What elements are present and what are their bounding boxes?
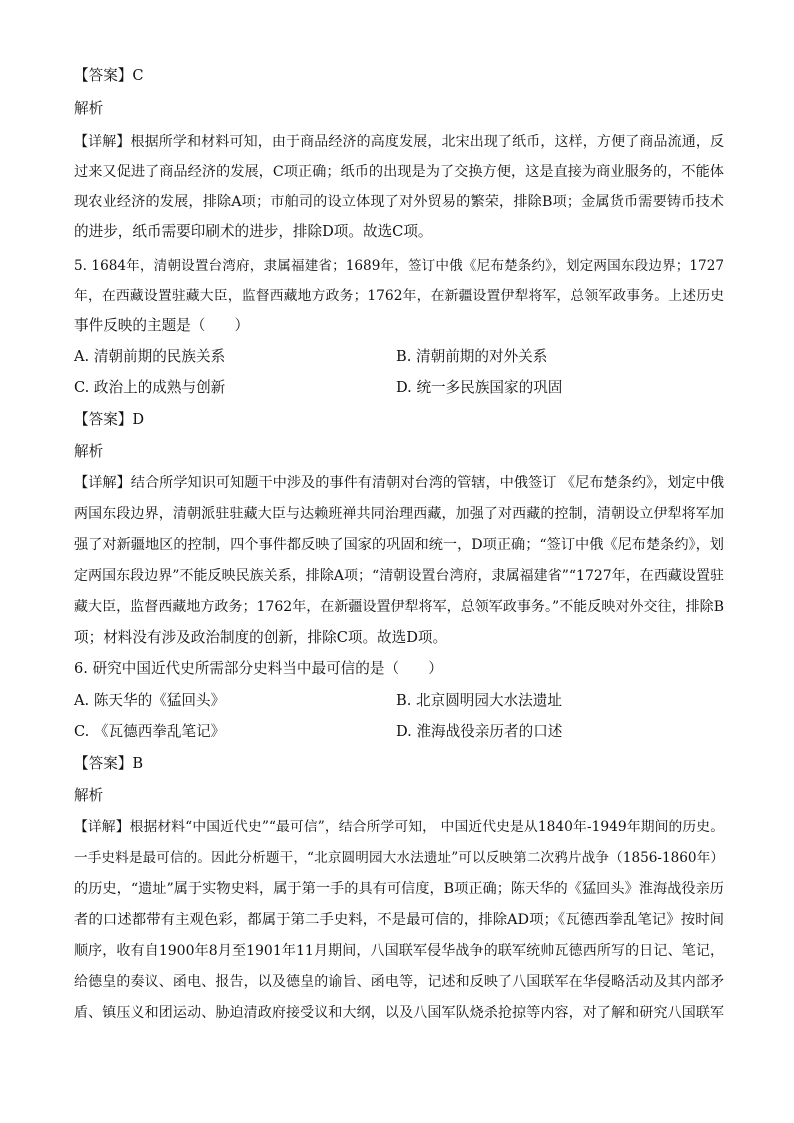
q6-detail-line: 顺序，收有自1900年8月至1901年11月期间，八国联军侵华战争的联军统帅瓦德西所写的日记、笔记，	[74, 943, 724, 959]
q4-analysis-label: 解析	[74, 100, 104, 117]
q5-detail-line: 【详解】结合所学知识可知题干中涉及的事件有清朝对台湾的管辖，中俄签订 《尼布楚条约》，划定中俄	[74, 475, 725, 491]
q6-option-a: A. 陈天华的《猛回头》	[74, 692, 226, 709]
q5-option-a: A. 清朝前期的民族关系	[74, 348, 226, 365]
q6-analysis-label: 解析	[74, 787, 104, 804]
q5-stem-line: 年，在西藏设置驻藏大臣，监督西藏地方政务；1762年，在新疆设置伊犁将军，总领军政事务。上述历史	[74, 288, 724, 304]
q6-answer: 【答案】B	[74, 755, 144, 772]
q5-option-c: C. 政治上的成熟与创新	[74, 379, 226, 396]
q5-option-b: B. 清朝前期的对外关系	[396, 348, 548, 365]
q5-detail-line: 定两国东段边界”不能反映民族关系，排除A项；“清朝设置台湾府，隶属福建省”“1727年，在西藏设置驻	[74, 568, 724, 584]
q5-answer: 【答案】D	[74, 411, 145, 428]
q4-detail-line: 【详解】根据所学和材料可知，由于商品经济的高度发展，北宋出现了纸币，这样，方便了商品流通，反	[74, 134, 724, 150]
q4-detail-line: 现农业经济的发展，排除A项；市舶司的设立体现了对外贸易的繁荣，排除B项；金属货币需要铸币技术	[74, 194, 724, 210]
q6-detail-line: 【详解】根据材料“中国近代史”“最可信”，结合所学可知， 中国近代史是从1840年-1949年期间的历史。	[74, 819, 724, 835]
q4-detail-line: 过来又促进了商品经济的发展，C项正确；纸币的出现是为了交换方便，这是直接为商业服务的，不能体	[74, 164, 724, 180]
q4-detail-line: 的进步，纸币需要印刷术的进步，排除D项。故选C项。	[74, 223, 433, 240]
q5-stem-line: 5. 1684年，清朝设置台湾府，隶属福建省；1689年，签订中俄《尼布楚条约》，划定两国东段边界；1727	[74, 258, 724, 274]
q6-option-b: B. 北京圆明园大水法遗址	[396, 692, 562, 709]
q6-option-d: D. 淮海战役亲历者的口述	[396, 723, 563, 740]
q4-answer: 【答案】C	[74, 67, 144, 84]
q5-detail-line: 两国东段边界，清朝派驻驻藏大臣与达赖班禅共同治理西藏，加强了对西藏的控制，清朝设立伊犁将军加	[74, 506, 724, 522]
q5-detail-line: 项；材料没有涉及政治制度的创新，排除C项。故选D项。	[74, 629, 448, 646]
q5-analysis-label: 解析	[74, 443, 104, 460]
q6-detail-line: 一手史料是最可信的。因此分析题干，“北京圆明园大水法遗址”可以反映第二次鸦片战争（1856-1860年）	[74, 850, 724, 866]
q5-detail-line: 强了对新疆地区的控制，四个事件都反映了国家的巩固和统一，D项正确；“签订中俄《尼布楚条约》，划	[74, 537, 724, 553]
q6-detail-line: 的历史，“遗址”属于实物史料，属于第一手的具有可信度，B项正确；陈天华的《猛回头》淮海战役亲历	[74, 881, 724, 897]
q6-stem: 6. 研究中国近代史所需部分史料当中最可信的是（ ）	[74, 660, 443, 677]
q5-detail-line: 藏大臣，监督西藏地方政务；1762年，在新疆设置伊犁将军，总领军政事务。”不能反映对外交往，排除B	[74, 599, 724, 615]
q6-option-c: C. 《瓦德西拳乱笔记》	[74, 723, 226, 740]
q6-detail-line: 盾、镇压义和团运动、胁迫清政府接受议和大纲，以及八国军队烧杀抢掠等内容，对了解和研究八国联军	[74, 1005, 724, 1021]
q5-option-d: D. 统一多民族国家的巩固	[396, 379, 563, 396]
q6-detail-line: 给德皇的奏议、函电、报告，以及德皇的谕旨、函电等，记述和反映了八国联军在华侵略活动及其内部矛	[74, 974, 724, 990]
q5-stem-line: 事件反映的主题是（ ）	[74, 317, 250, 334]
q6-detail-line: 者的口述都带有主观色彩，都属于第二手史料，不是最可信的，排除AD项；《瓦德西拳乱笔记》按时间	[74, 912, 724, 928]
